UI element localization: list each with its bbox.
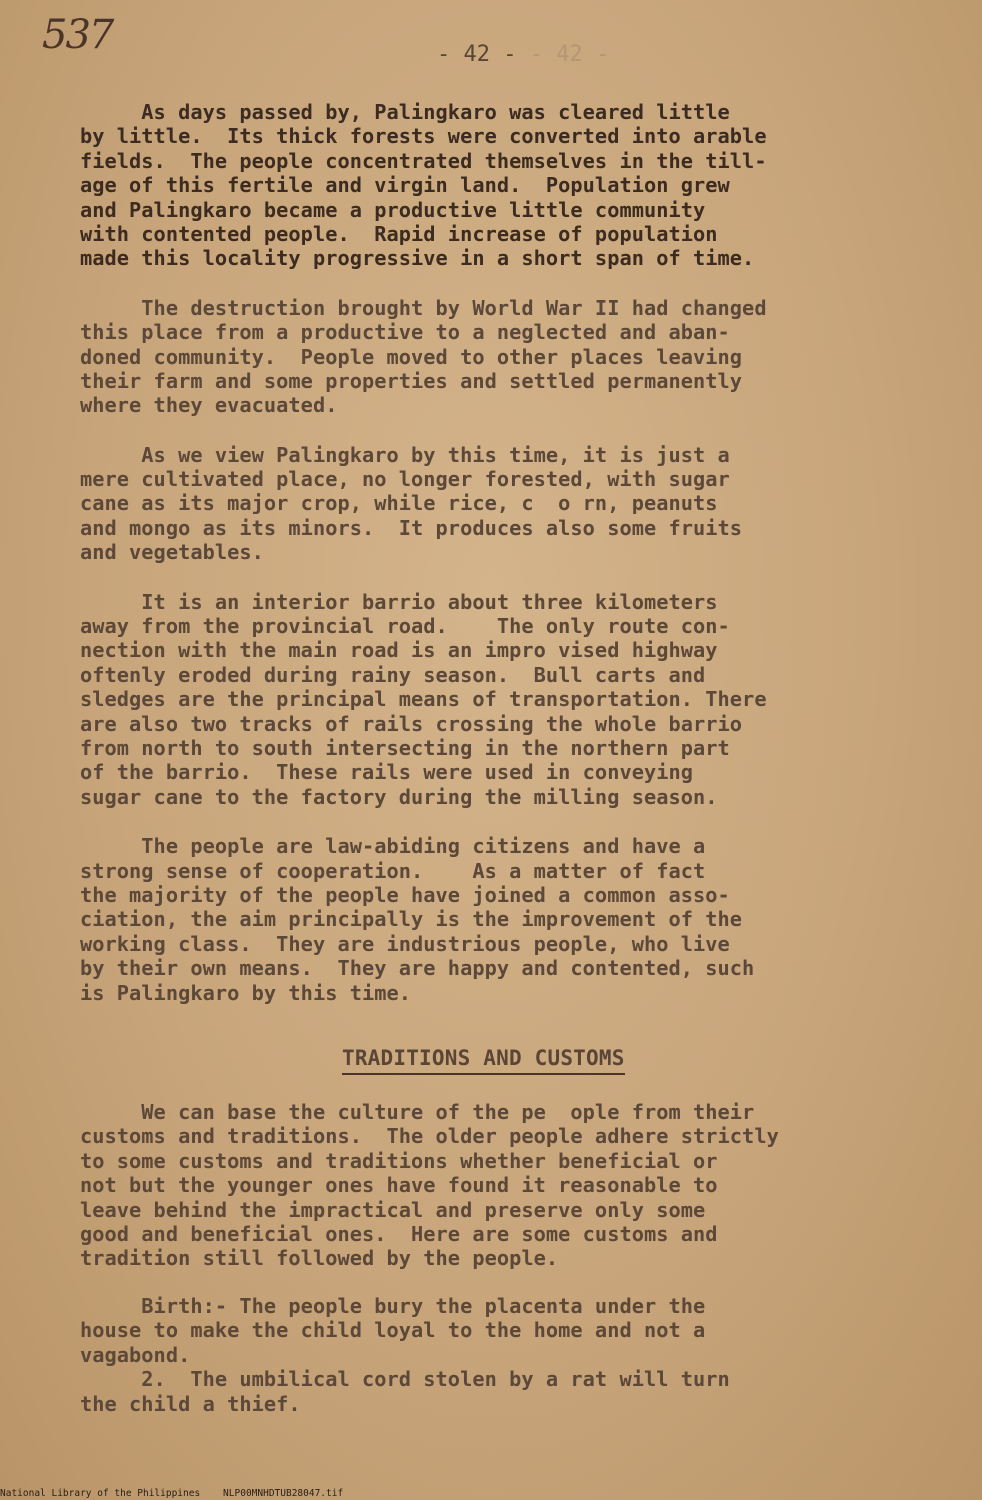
text-line: nection with the main road is an impro vised highway	[80, 638, 718, 663]
text-line: cane as its major crop, while rice, c o rn, peanuts	[80, 491, 718, 516]
text-line: made this locality progressive in a short span of time.	[80, 246, 755, 271]
text-line: sugar cane to the factory during the milling season.	[80, 784, 718, 809]
section-heading: TRADITIONS AND CUSTOMS	[342, 1046, 625, 1075]
text-line: 2. The umbilical cord stolen by a rat will turn	[80, 1367, 730, 1392]
paragraph-5	[80, 834, 940, 1005]
paragraph-3	[80, 443, 940, 565]
text-line: their farm and some properties and settled permanently	[80, 368, 743, 393]
text-line: is Palingkaro by this time.	[80, 980, 412, 1005]
text-line: from north to south intersecting in the northern part	[80, 735, 730, 760]
text-line: mere cultivated place, no longer forested, with sugar	[80, 467, 730, 492]
text-line: away from the provincial road. The only route con-	[80, 614, 730, 639]
text-line: by their own means. They are happy and contented, such	[80, 956, 755, 981]
page-number-text: - 42 -	[437, 42, 517, 67]
paragraph-4	[80, 590, 940, 810]
text-line: this place from a productive to a neglected and aban-	[80, 320, 730, 345]
text-line: good and beneficial ones. Here are some customs and	[80, 1221, 718, 1246]
paragraph-2	[80, 296, 940, 418]
handwritten-page-number: 537	[42, 12, 113, 58]
text-line: Birth:- The people bury the placenta under the	[80, 1294, 706, 1318]
text-line: sledges are the principal means of transportation. There	[80, 687, 767, 712]
paragraph-1	[80, 100, 940, 271]
text-line: not but the younger ones have found it reasonable to	[80, 1173, 718, 1198]
text-line: ciation, the aim principally is the improvement of the	[80, 907, 743, 932]
text-line: The people are law-abiding citizens and have a	[80, 834, 706, 859]
text-line: It is an interior barrio about three kilometers	[80, 589, 718, 614]
text-line: the child a thief.	[80, 1391, 301, 1416]
text-line: We can base the culture of the pe ople from their	[80, 1100, 755, 1124]
text-line: the majority of the people have joined a common asso-	[80, 882, 730, 907]
text-line: age of this fertile and virgin land. Population grew	[80, 173, 730, 198]
text-line: The destruction brought by World War II had changed	[80, 295, 767, 320]
text-line: house to make the child loyal to the home and not a	[80, 1318, 706, 1343]
paragraph-7	[80, 1294, 940, 1416]
text-line: to some customs and traditions whether beneficial or	[80, 1148, 718, 1173]
text-line: oftenly eroded during rainy season. Bull carts and	[80, 662, 706, 687]
page-number	[437, 42, 609, 67]
text-line: where they evacuated.	[80, 393, 338, 418]
text-line: of the barrio. These rails were used in conveying	[80, 760, 694, 785]
text-line: and vegetables.	[80, 540, 264, 565]
footer-source: National Library of the Philippines NLP00MNHDTUB28047.tif	[0, 1488, 344, 1499]
text-line: As days passed by, Palingkaro was cleared little	[80, 100, 730, 124]
text-line: As we view Palingkaro by this time, it is just a	[80, 442, 730, 467]
page-number-smudge: - 42 -	[529, 42, 610, 67]
text-line: and Palingkaro became a productive little community	[80, 197, 706, 222]
text-line: doned community. People moved to other places leaving	[80, 344, 743, 369]
text-line: working class. They are industrious people, who live	[80, 931, 730, 956]
text-line: and mongo as its minors. It produces also some fruits	[80, 515, 743, 540]
text-line: tradition still followed by the people.	[80, 1246, 559, 1271]
text-line: vagabond.	[80, 1342, 191, 1367]
text-line: are also two tracks of rails crossing the whole barrio	[80, 711, 743, 736]
text-line: by little. Its thick forests were converted into arable	[80, 124, 767, 149]
text-line: strong sense of cooperation. As a matter of fact	[80, 858, 706, 883]
text-line: customs and traditions. The older people adhere strictly	[80, 1124, 779, 1149]
text-line: with contented people. Rapid increase of population	[80, 221, 718, 246]
body-text	[80, 100, 940, 1030]
paragraph-6	[80, 1100, 940, 1271]
text-line: leave behind the impractical and preserve only some	[80, 1197, 706, 1222]
text-line: fields. The people concentrated themselves in the till-	[80, 148, 767, 173]
